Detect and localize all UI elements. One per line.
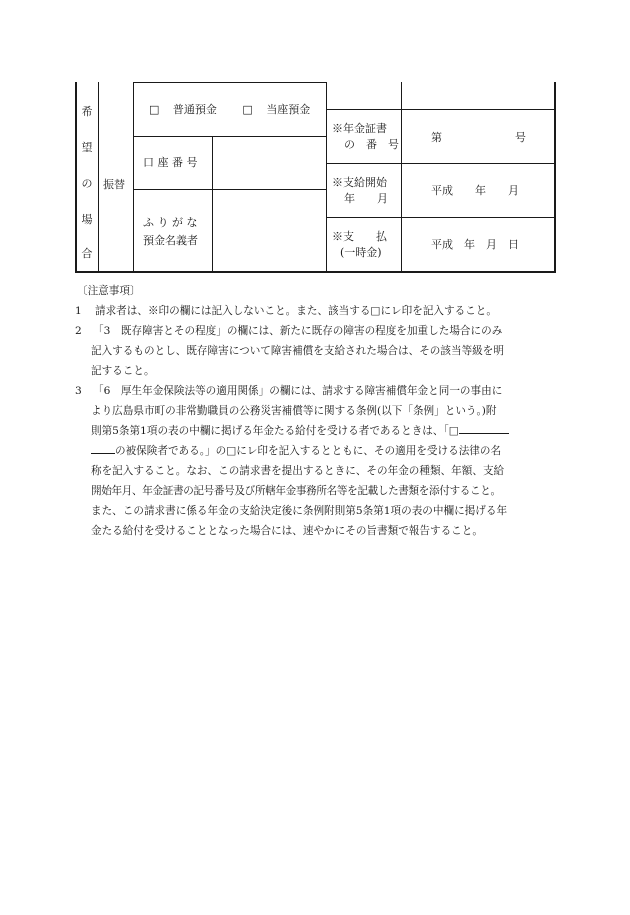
account-type-row (149, 104, 310, 115)
note-number: 3 (75, 385, 82, 397)
pension-cert-value-dai: 第 (431, 131, 442, 144)
law-name-blank-continued (91, 453, 115, 454)
account-ordinary-label: 普通預金 (172, 103, 217, 116)
transfer-label: 振替 (103, 178, 125, 191)
section-label-char: 合 (81, 247, 93, 260)
payment-label-2: (一時金) (340, 246, 382, 259)
checkbox-ordinary[interactable]: □ (149, 103, 160, 116)
col-line-2 (133, 82, 134, 272)
note-number: 1 (75, 305, 82, 317)
row-line-right-3 (326, 217, 555, 218)
row-line-top-left (133, 82, 326, 83)
note-line (91, 441, 555, 461)
pension-cert-label-2: の 番 号 (344, 138, 399, 151)
notes-section (77, 281, 555, 541)
notes-heading: 〔注意事項〕 (77, 285, 141, 297)
pension-cert-value-go: 号 (515, 131, 526, 144)
payment-start-value: 平成 年 月 (431, 184, 519, 197)
note-line-text: の被保険者である。」の□にレ印を記入するとともに、その適用を受ける法律の名 (115, 445, 502, 457)
note-line: 記すること。 (91, 365, 155, 377)
account-number-label: 口 座 番 号 (143, 156, 198, 169)
holder-kana-label: ふ り が な (143, 216, 198, 229)
col-line-4 (326, 82, 327, 272)
section-label-char: 望 (81, 141, 93, 154)
account-current-label: 当座預金 (266, 103, 311, 116)
payment-start-label-1: ※支給開始 (332, 176, 387, 189)
note-line: 記入するものとし、既存障害について障害補償を支給された場合は、その該当等級を明 (91, 345, 504, 357)
row-line-account-number-bottom (133, 189, 326, 190)
note-line: 「3 既存障害とその程度」の欄には、新たに既存の障害の程度を加重した場合にのみ (93, 325, 503, 337)
section-label-char: 場 (81, 213, 93, 226)
note-line: より広島県市町の非常勤職員の公務災害補償等に関する条例(以下「条例」という。)附 (91, 405, 497, 417)
note-line-text: 則第5条第1項の表の中欄に掲げる年金たる給付を受ける者であるときは、「□ (91, 425, 459, 437)
table-left-border (75, 82, 77, 273)
note-line: 開始年月、年金証書の記号番号及び所轄年金事務所名等を記載した書類を添付すること。 (91, 485, 501, 497)
payment-label-1: ※支 払 (332, 230, 387, 243)
col-line-5 (401, 82, 402, 272)
row-line-accounts-bottom (133, 136, 326, 137)
note-line: また、この請求書に係る年金の支給決定後に条例附則第5条第1項の表の中欄に掲げる年 (91, 505, 508, 517)
pension-cert-label-1: ※年金証書 (332, 122, 387, 135)
payment-value: 平成 年 月 日 (431, 238, 519, 251)
note-line: 「6 厚生年金保険法等の適用関係」の欄には、請求する障害補償年金と同一の事由に (93, 385, 503, 397)
table-right-border (554, 82, 556, 273)
row-line-right-2 (326, 163, 555, 164)
section-label-char: 希 (81, 105, 93, 118)
col-line-3 (212, 136, 213, 272)
note-line (91, 421, 555, 441)
section-label-char: の (81, 177, 93, 190)
note-line: 金たる給付を受けることとなった場合には、速やかにその旨書類で報告すること。 (91, 525, 483, 537)
checkbox-current[interactable]: □ (242, 103, 253, 116)
law-name-blank (459, 433, 509, 434)
note-item-2 (77, 321, 555, 381)
section-label-vertical (80, 103, 94, 265)
note-line: 称を記入すること。なお、この請求書を提出するときに、その年金の種類、年額、支給 (91, 465, 505, 477)
payment-start-label-2: 年 月 (344, 192, 388, 205)
note-item-1 (77, 301, 555, 321)
row-line-right-1 (326, 109, 555, 110)
table-bottom-border (75, 271, 556, 273)
note-number: 2 (75, 325, 82, 337)
note-item-3 (77, 381, 555, 541)
holder-name-label: 預金名義者 (143, 234, 198, 247)
note-line: 請求者は、※印の欄には記入しないこと。また、該当する□にレ印を記入すること。 (95, 305, 497, 317)
col-line-1 (98, 82, 99, 272)
